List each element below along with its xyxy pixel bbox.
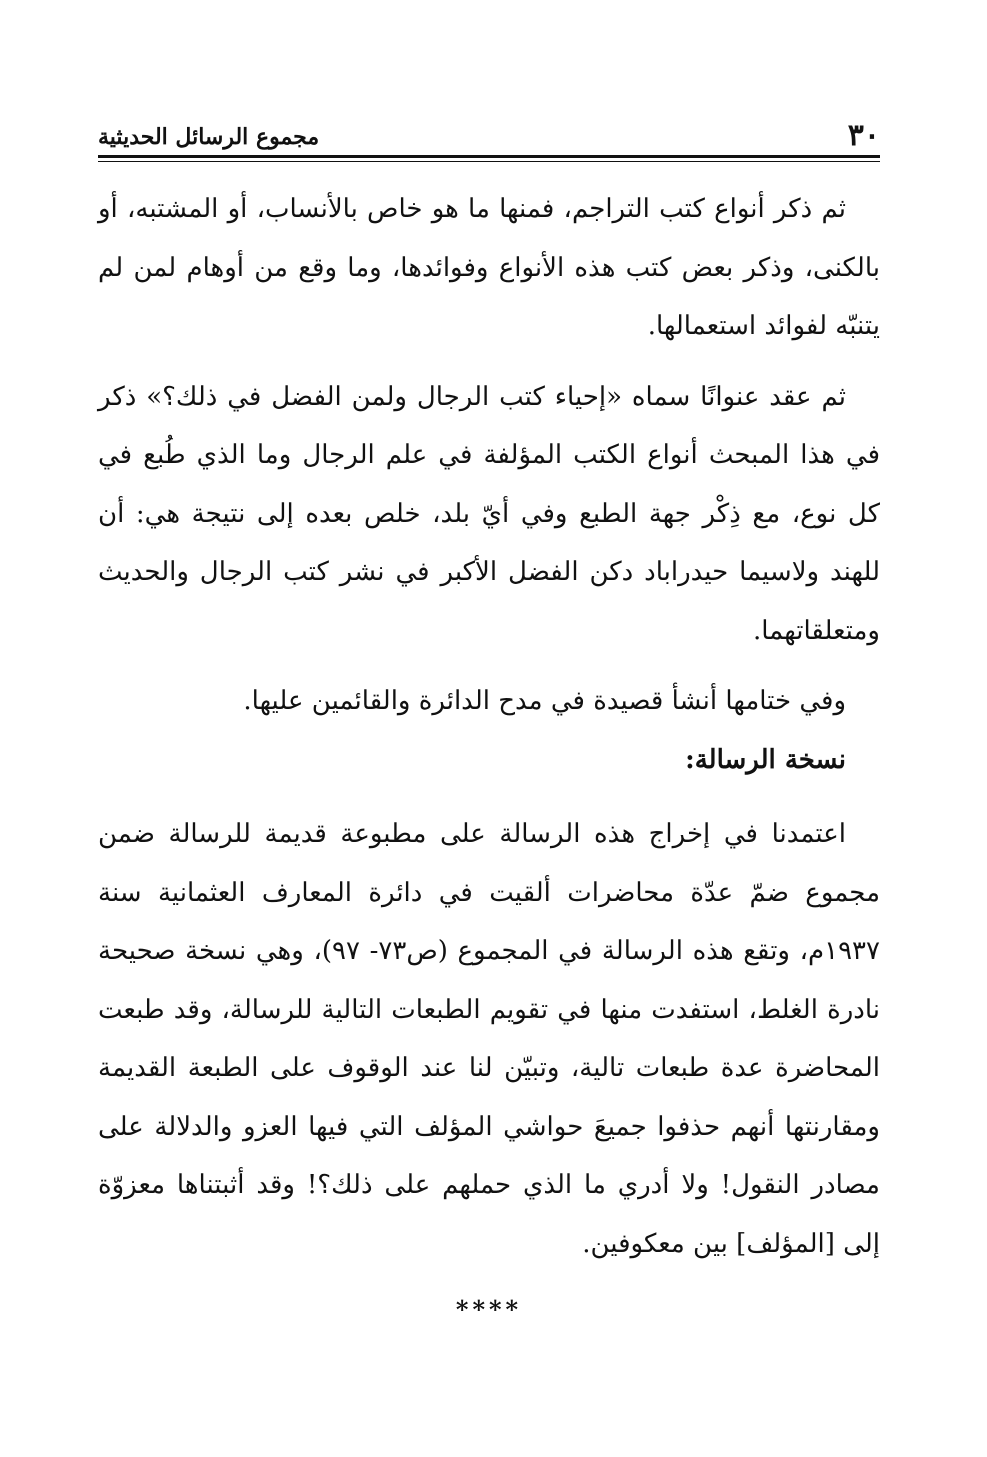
book-page bbox=[98, 118, 880, 1418]
running-header bbox=[98, 118, 880, 158]
page-number: ٣٠ bbox=[847, 118, 880, 153]
section-ornament: **** bbox=[455, 1295, 523, 1324]
section-paragraph: اعتمدنا في إخراج هذه الرسالة على مطبوعة قديمة للرسالة ضمن مجموع ضمّ عدّة محاضرات ألقيت في دائرة المعارف العثمانية سنة ١٩٣٧م، وتقع هذه الرسالة في المجموع (ص٧٣- ٩٧)، وهي نسخة صحيحة نادرة الغلط، استفدت منها في تقويم الطبعات التالية للرسالة، وقد طبعت المحاضرة عدة طبعات تالية، وتبيّن لنا عند الوقوف على الطبعة القديمة ومقارنتها أنهم حذفوا جميعَ حواشي المؤلف التي فيها العزو والدلالة على مصادر النقول! ولا أدري ما الذي حملهم على ذلك؟! وقد أثبتناها معزوّة إلى [المؤلف] بين معكوفين. bbox=[98, 819, 880, 1259]
paragraph: ثم عقد عنوانًا سماه «إحياء كتب الرجال ولمن الفضل في ذلك؟» ذكر في هذا المبحث أنواع الكتب المؤلفة في علم الرجال وما الذي طُبع في كل نوع، مع ذِكْر جهة الطبع وفي أيّ بلد، خلص بعده إلى نتيجة هي: أن للهند ولاسيما حيدراباد دكن الفضل الأكبر في نشر كتب الرجال والحديث ومتعلقاتهما. bbox=[98, 381, 880, 646]
paragraph: ثم ذكر أنواع كتب التراجم، فمنها ما هو خاص بالأنساب، أو المشتبه، أو بالكنى، وذكر بعض كتب هذه الأنواع وفوائدها، وما وقع من أوهام لمن لم يتنبّه لفوائد استعمالها. bbox=[98, 194, 880, 341]
section-heading: نسخة الرسالة: bbox=[685, 744, 846, 775]
paragraph: وفي ختامها أنشأ قصيدة في مدح الدائرة والقائمين عليها. bbox=[243, 686, 846, 716]
page-body bbox=[98, 180, 880, 1324]
book-title: مجموع الرسائل الحديثية bbox=[98, 124, 320, 150]
